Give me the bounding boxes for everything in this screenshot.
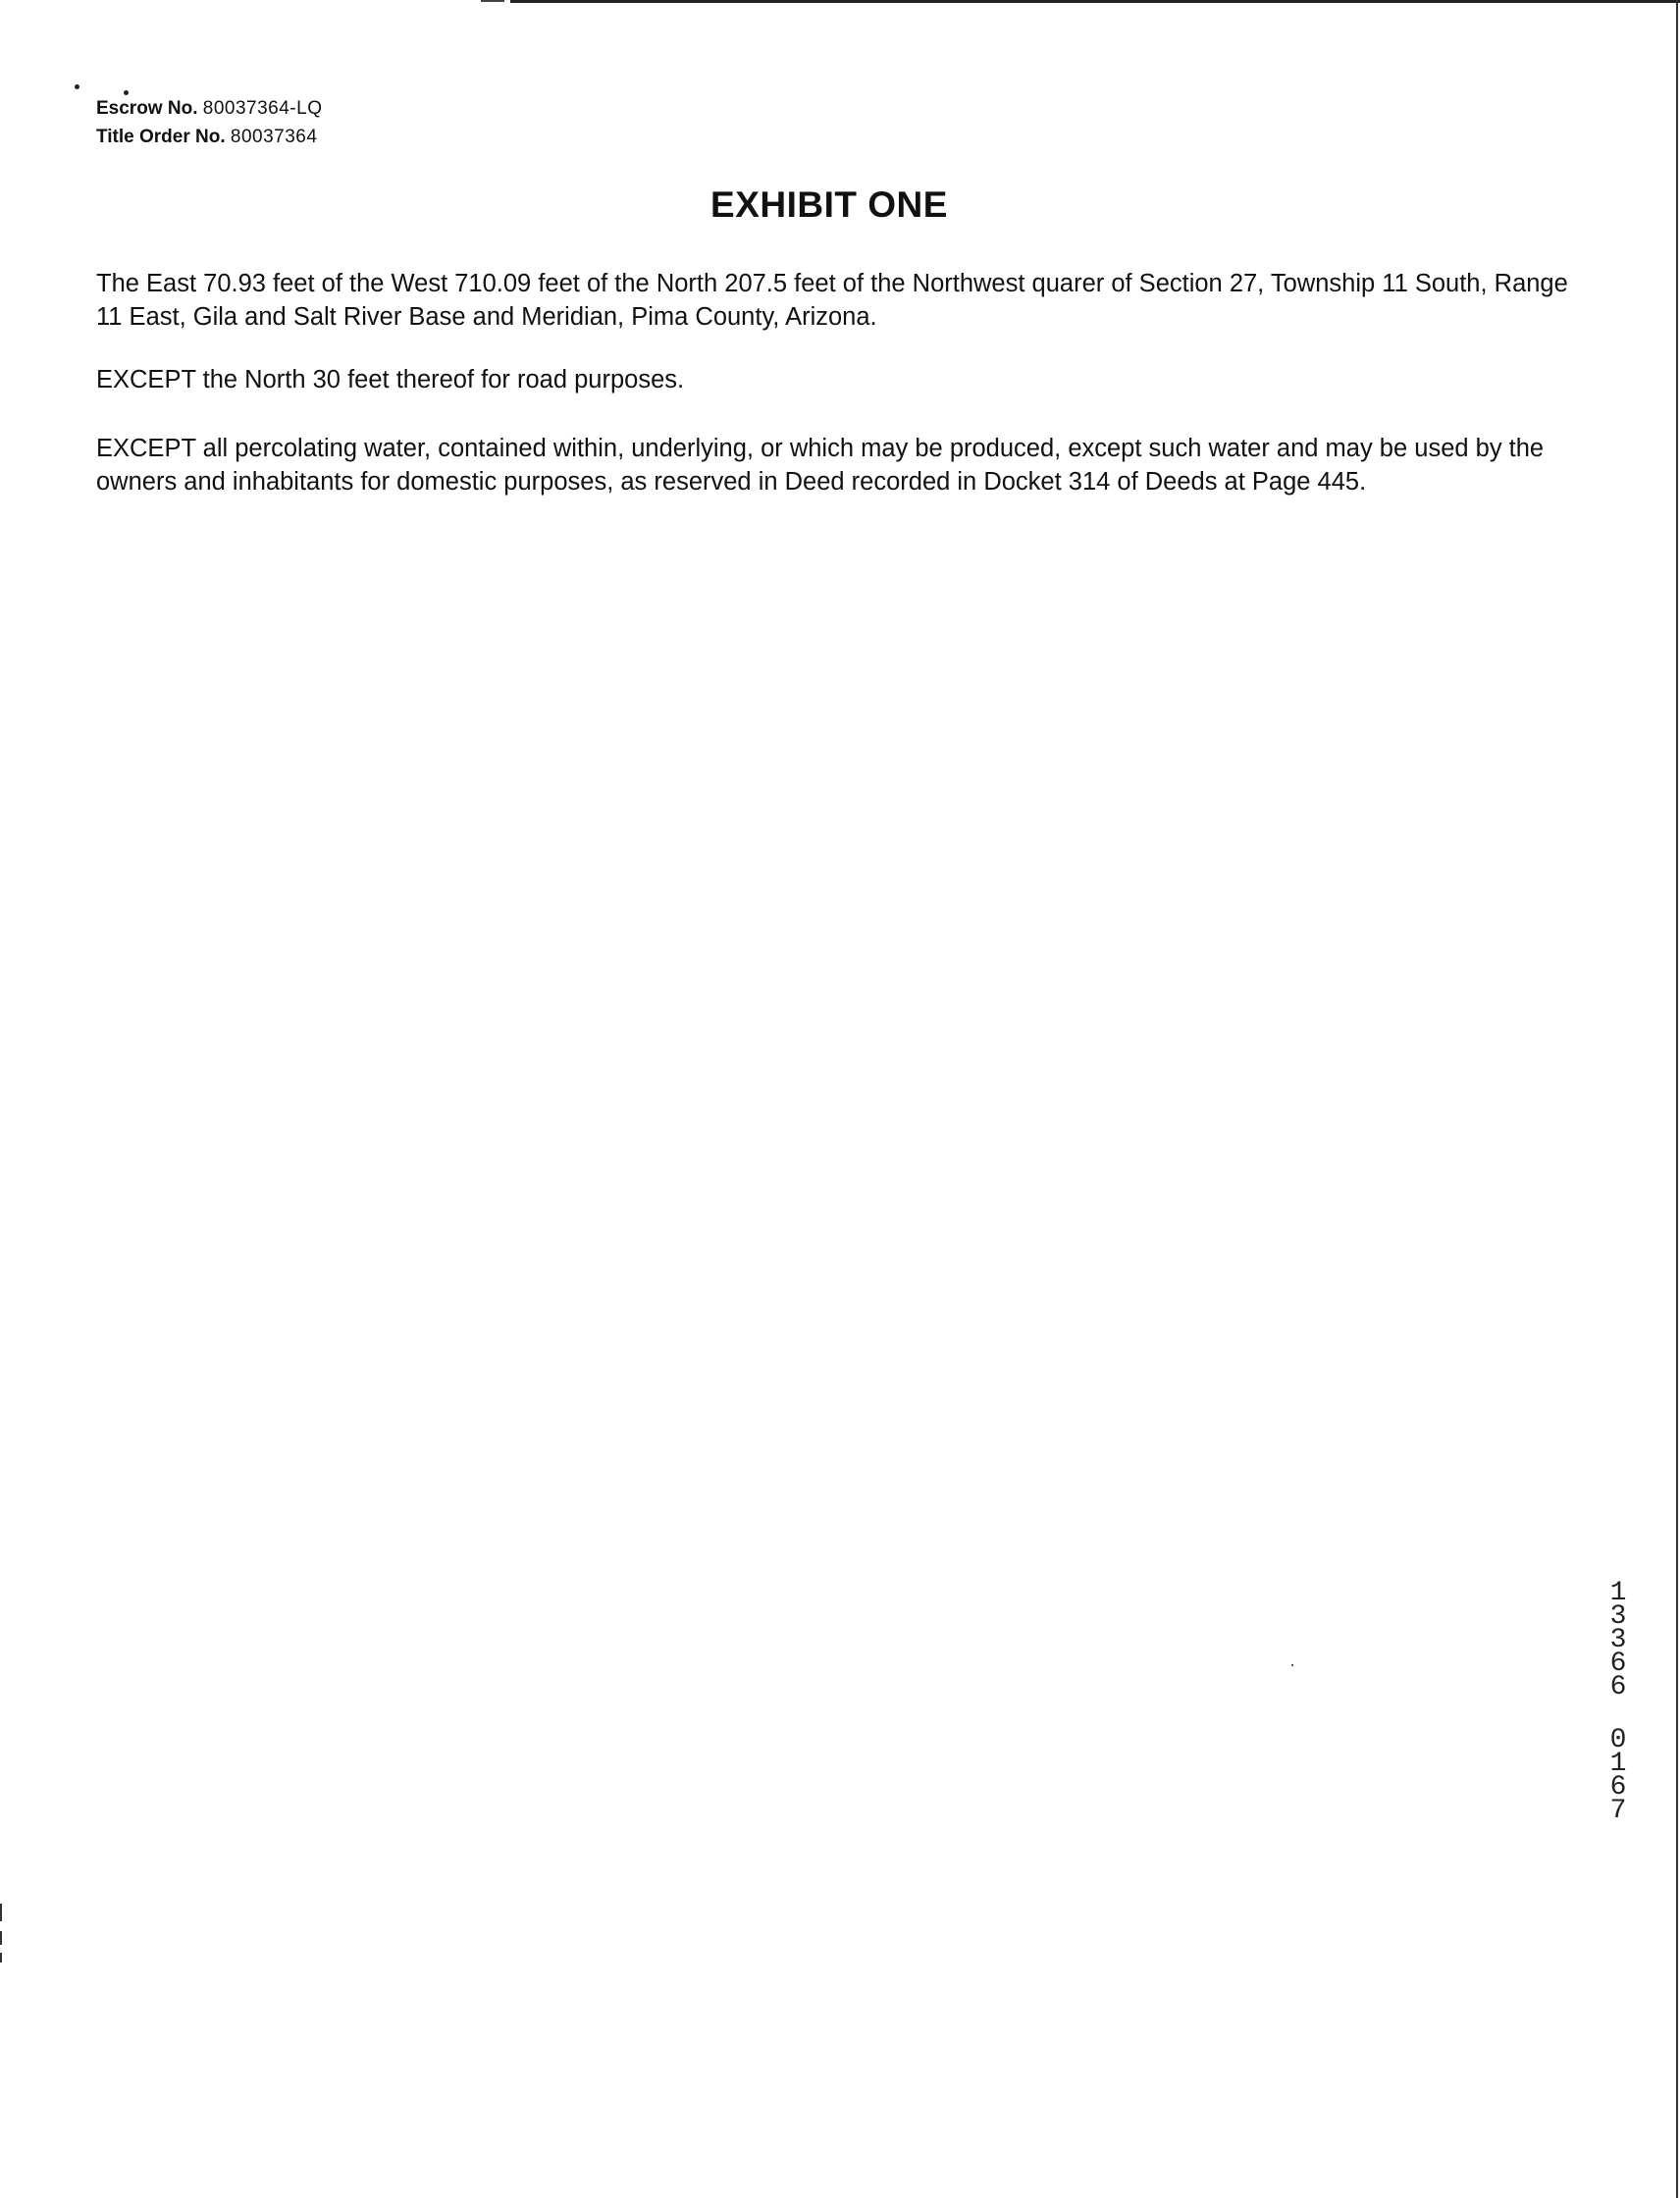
scan-artifact-left-dash [0,1904,2,1921]
title-order-number-line [96,123,322,151]
scan-artifact-left-dash [0,1953,2,1962]
legal-description-paragraph: The East 70.93 feet of the West 710.09 feet of the North 207.5 feet of the Northwest quarer of Section 27, Township 11 South, Range 11 East, Gila and Salt River Base and Meridian, Pima County, Arizona. [96,270,1568,331]
escrow-number-label: Escrow No. [96,98,198,119]
exception-road-paragraph: EXCEPT the North 30 feet thereof for road purposes. [96,366,685,393]
scan-artifact-top-dash [481,0,504,2]
scan-speck [75,84,79,89]
recording-stamp-page: 0167 [1609,1725,1627,1826]
title-order-number-value: 80037364 [230,127,318,147]
title-order-number-label: Title Order No. [96,127,226,147]
recording-stamp-number [1603,1578,1633,1826]
scan-artifact-right-line [1676,0,1678,2198]
scan-artifact-left-dash [0,1931,2,1945]
document-title: EXHIBIT ONE [710,184,948,225]
scan-artifact-top-line [510,0,1680,3]
exception-water-paragraph: EXCEPT all percolating water, contained within, underlying, or which may be produced, except such water and may be used by the owners and inhabitants for domestic purposes, as reserved in Deed recorded in Docket 314 of Deeds at Page 445. [96,435,1545,496]
escrow-number-value: 80037364-LQ [202,98,323,119]
reference-numbers [96,94,322,151]
escrow-number-line [96,94,322,123]
recording-stamp-docket: 13366 [1609,1578,1627,1702]
scan-speck [1291,1664,1293,1666]
